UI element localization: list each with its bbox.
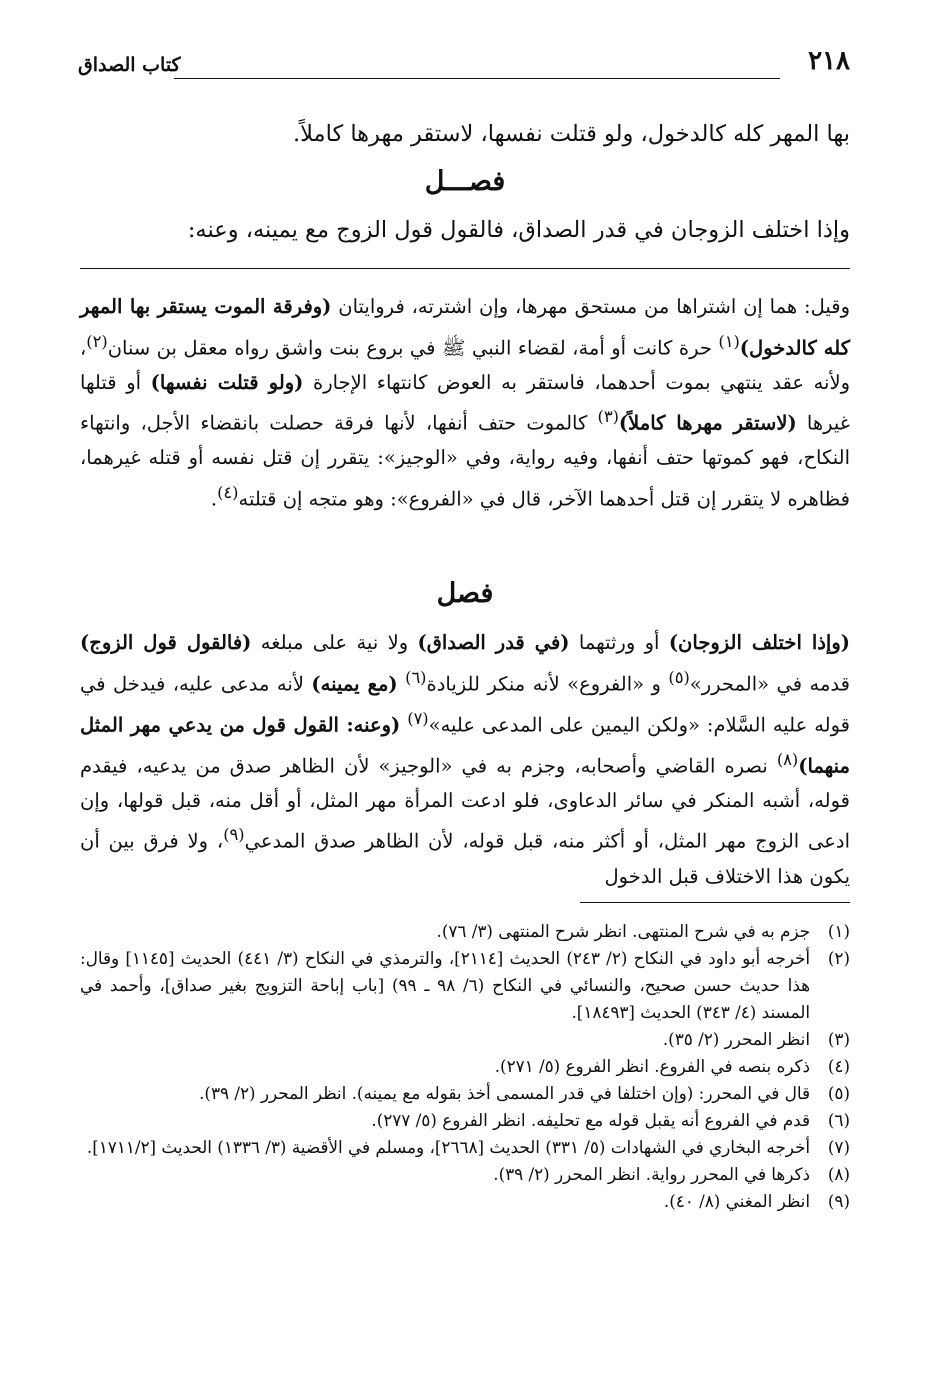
text-run: كالموت حتف أنفها، لأنها فرقة حصلت بانقضاء الأجل، وانتهاء النكاح، فهو كموتها حتف أنفها، وفيه رواية، وفي «الوجيز»: يتقرر إن قتل نفسه أو قتله غيرهما، فظاهره لا يتقرر إن قتل أحدهما الآخر، قال في «الفروع»: وهو متجه إن قتلته	[80, 411, 850, 511]
footnote-text: جزم به في شرح المنتهى. انظر شرح المنتهى (٣/ ٧٦).	[436, 921, 810, 941]
footnote-item	[80, 1026, 850, 1053]
footnote-number: (٤)	[827, 1056, 850, 1076]
matn-quote: (وفرقة الموت يستقر بها المهر كله كالدخول)	[80, 295, 850, 360]
footnote-text: ذكره بنصه في الفروع. انظر الفروع (٥/ ٢٧١).	[494, 1056, 810, 1076]
text-run: ولا نية على مبلغه	[251, 631, 418, 654]
footnote-ref: (٣)	[597, 407, 619, 427]
footnote-ref: (٦)	[405, 667, 427, 687]
matn-separator	[80, 268, 850, 269]
book-title: كتاب الصداق	[78, 54, 181, 76]
footnote-number: (١)	[827, 921, 850, 941]
footnote-ref: (٨)	[776, 749, 799, 769]
text-run: لأنه مدعى عليه، فيدخل في قوله عليه السَّلام: «ولكن اليمين على المدعى عليه»	[80, 672, 850, 737]
matn-quote: (مع يمينه)	[311, 672, 398, 696]
text-run: و «الفروع» لأنه منكر للزيادة	[426, 672, 669, 696]
footnote-item	[80, 1080, 850, 1107]
footnote-item	[80, 1188, 850, 1215]
footnote-number: (٧)	[827, 1137, 850, 1157]
footnote-text: ذكرها في المحرر رواية. انظر المحرر (٢/ ٣٩).	[493, 1164, 810, 1184]
text-run: أو ورثتهما	[569, 631, 669, 654]
text-run: وقيل: هما إن اشتراها من مستحق مهرها، وإن اشترته، فروايتان	[331, 295, 850, 318]
footnotes	[80, 918, 850, 1215]
footnote-ref: (٢)	[86, 331, 108, 351]
text-run	[398, 672, 405, 695]
page-header	[78, 46, 850, 86]
footnote-text: قال في المحرر: (وإن اختلفا في قدر المسمى أخذ بقوله مع يمينه). انظر المحرر (٢/ ٣٩).	[199, 1083, 810, 1103]
footnote-text: انظر المحرر (٢/ ٣٥).	[662, 1029, 810, 1049]
footnote-ref: (٥)	[668, 667, 690, 687]
footnote-text: انظر المغني (٨/ ٤٠).	[663, 1191, 810, 1211]
header-rule	[174, 78, 780, 79]
footnote-item	[80, 945, 850, 1026]
footnote-ref: (٧)	[407, 708, 429, 728]
section-heading-matn: فصـــل	[424, 166, 506, 197]
text-run: .	[210, 487, 218, 511]
sharh-paragraph-1	[80, 290, 850, 517]
text-run: نصره القاضي وأصحابه، وجزم به في «الوجيز» لأن الظاهر صدق من يدعيه، فيقدم قوله، أشبه المنكر في سائر الدعاوى، فلو ادعت المرأة مهر المثل، أو أقل منه، قبل قولها، وإن ادعى الزوج مهر المثل، أو أكثر منه، قبل قوله، لأن الظاهر صدق المدعي	[80, 754, 850, 853]
footnote-item	[80, 1107, 850, 1134]
text-run: ، ولا فرق بين أن يكون هذا الاختلاف قبل الدخول	[80, 829, 850, 888]
footnote-number: (٥)	[827, 1083, 850, 1103]
matn-quote: (في قدر الصداق)	[417, 631, 570, 654]
section-heading-sharh: فصل	[436, 578, 494, 609]
matn-quote: (فالقول قول الزوج)	[80, 631, 252, 654]
footnote-number: (٩)	[827, 1191, 850, 1211]
footnote-item	[80, 918, 850, 945]
page-number: ٢١٨	[808, 46, 850, 76]
footnote-ref: (٩)	[223, 825, 245, 845]
footnote-text: قدم في الفروع أنه يقبل قوله مع تحليفه. انظر الفروع (٥/ ٢٧٧).	[371, 1110, 810, 1130]
footnote-item	[80, 1053, 850, 1080]
footnote-text: أخرجه أبو داود في النكاح (٢/ ٢٤٣) الحديث [٢١١٤]، والترمذي في النكاح (٣/ ٤٤١) الحديث [١١٤٥] وقال: هذا حديث حسن صحيح، والنسائي في النكاح (٦/ ٩٨ ـ ٩٩) [باب إباحة التزويج بغير صداق]، وأحمد في المسند (٤/ ٣٤٣) الحديث [١٨٤٩٣].	[80, 948, 811, 1022]
footnote-number: (٨)	[827, 1164, 850, 1184]
matn-quote: (لاستقر مهرها كاملاً)	[618, 411, 797, 435]
matn-quote: (وعنه: القول قول من يدعي مهر المثل منهما)	[80, 713, 850, 778]
text-run: أو قتلها غيرها	[80, 370, 850, 435]
footnote-number: (٦)	[827, 1110, 850, 1130]
footnote-item	[80, 1134, 850, 1161]
text-run: قدمه في «المحرر»	[689, 672, 850, 696]
matn-quote: (وإذا اختلف الزوجان)	[668, 631, 850, 654]
footnote-text: أخرجه البخاري في الشهادات (٥/ ٣٣١) الحديث [٢٦٦٨]، ومسلم في الأقضية (٣/ ١٣٣٦) الحديث [١٧١١/٢].	[86, 1137, 810, 1157]
sharh-paragraph-2	[80, 626, 850, 894]
text-run: حرة كانت أو أمة، لقضاء النبي ﷺ في بروع بنت واشق رواه معقل بن سنان	[107, 336, 719, 360]
text-run: ، ولأنه عقد ينتهي بموت أحدهما، فاستقر به العوض كانتهاء الإجارة	[80, 336, 851, 394]
matn-quote: (ولو قتلت نفسها)	[150, 370, 304, 394]
footnote-ref: (١)	[718, 331, 740, 351]
footnote-number: (٣)	[827, 1029, 850, 1049]
footnote-ref: (٤)	[217, 482, 239, 502]
matn-line-2: وإذا اختلف الزوجان في قدر الصداق، فالقول قول الزوج مع يمينه، وعنه:	[187, 217, 850, 243]
footnote-number: (٢)	[827, 948, 850, 968]
matn-line-1: بها المهر كله كالدخول، ولو قتلت نفسها، لاستقر مهرها كاملاً.	[292, 121, 850, 147]
footnote-item	[80, 1161, 850, 1188]
footnote-separator	[580, 902, 850, 903]
